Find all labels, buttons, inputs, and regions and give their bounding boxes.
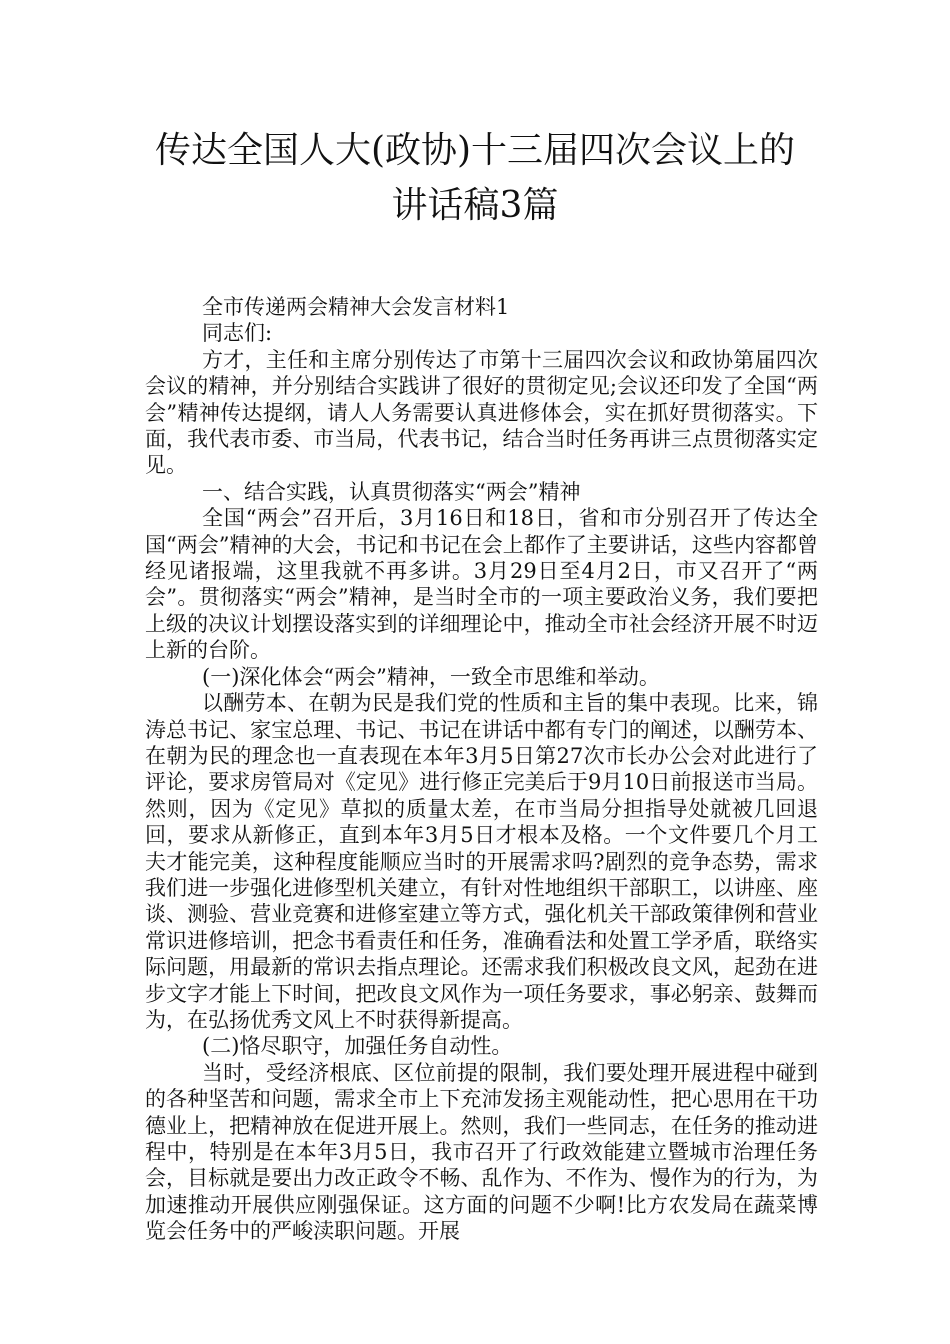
section-heading: 一、结合实践，认真贯彻落实“两会”精神	[202, 479, 581, 504]
paragraph-salutation: 同志们:	[202, 321, 273, 346]
paragraph: 全国“两会”召开后，3月16日和18日，省和市分别召开了传达全国“两会”精神的大会，书记和书记在会上都作了主要讲话，这些内容都曾经见诸报端，这里我就不再多讲。3月29日至4月2日，市又召开了“两会”。贯彻落实“两会”精神，是当时全市的一项主要政治义务，我们要把上级的决议计划摆设落实到的详细理论中，推动全市社会经济开展不时迈上新的台阶。	[145, 506, 818, 663]
paragraph: 方才，主任和主席分别传达了市第十三届四次会议和政协第届四次会议的精神，并分别结合实践讲了很好的贯彻定见;会议还印发了全国“两会”精神传达提纲，请人人务需要认真进修体会，实在抓好贯彻落实。下面，我代表市委、市当局，代表书记，结合当时任务再讲三点贯彻落实定见。	[145, 347, 818, 478]
paragraph: 当时，受经济根底、区位前提的限制，我们要处理开展进程中碰到的各种坚苦和问题，需求全市上下充沛发扬主观能动性，把心思用在干功德业上，把精神放在促进开展上。然则，我们一些同志，在任务的推动进程中，特别是在本年3月5日，我市召开了行政效能建立暨城市治理任务会，目标就是要出力改正政令不畅、乱作为、不作为、慢作为的行为，为加速推动开展供应刚强保证。这方面的问题不少啊!比方农发局在蔬菜博览会任务中的严峻渎职问题。开展	[145, 1060, 818, 1244]
paragraph-heading-material: 全市传递两会精神大会发言材料1	[202, 295, 510, 319]
subsection-heading: (二)恪尽职守，加强任务自动性。	[202, 1034, 513, 1059]
document-body	[145, 294, 818, 1245]
document-title-line-1: 传达全国人大(政协)十三届四次会议上的	[154, 130, 796, 171]
paragraph: 以酬劳本、在朝为民是我们党的性质和主旨的集中表现。比来，锦涛总书记、家宝总理、书记、书记在讲话中都有专门的阐述，以酬劳本、在朝为民的理念也一直表现在本年3月5日第27次市长办公会对此进行了评论，要求房管局对《定见》进行修正完美后于9月10日前报送市当局。然则，因为《定见》草拟的质量太差，在市当局分担指导处就被几回退回，要求从新修正，直到本年3月5日才根本及格。一个文件要几个月工夫才能完美，这种程度能顺应当时的开展需求吗?剧烈的竞争态势，需求我们进一步强化进修型机关建立，有针对性地组织干部职工，以讲座、座谈、测验、营业竞赛和进修室建立等方式，强化机关干部政策律例和营业常识进修培训，把念书看责任和任务，准确看法和处置工学矛盾，联络实际问题，用最新的常识去指点理论。还需求我们积极改良文风，起劲在进步文字才能上下时间，把改良文风作为一项任务要求，事必躬亲、鼓舞而为，在弘扬优秀文风上不时获得新提高。	[145, 691, 818, 1032]
document-title-line-2: 讲话稿3篇	[391, 185, 559, 226]
subsection-heading: (一)深化体会“两会”精神，一致全市思维和举动。	[202, 664, 660, 689]
